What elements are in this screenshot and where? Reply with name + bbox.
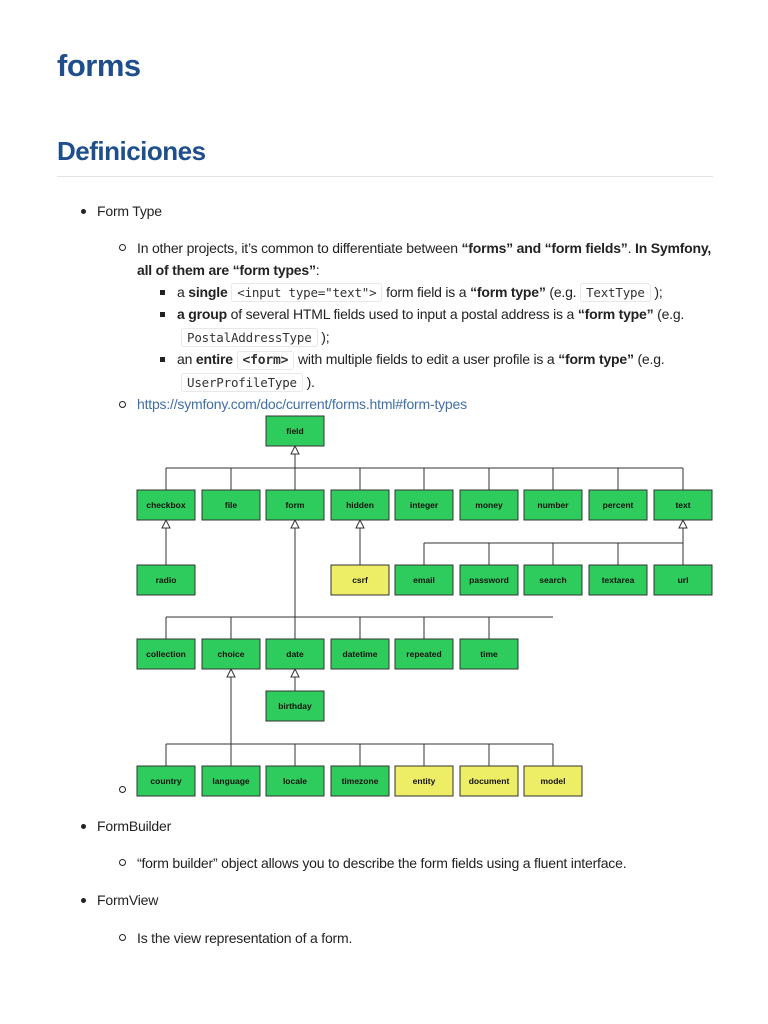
text: (e.g.	[633, 351, 665, 367]
type-node-country	[137, 766, 195, 796]
type-node-file	[202, 490, 260, 520]
type-node-label: timezone	[341, 776, 379, 786]
bullet-disc	[81, 824, 86, 829]
type-node-label: password	[469, 575, 509, 585]
text: an	[177, 351, 196, 367]
form-types-link[interactable]: https://symfony.com/doc/current/forms.html#form-types	[137, 396, 467, 412]
type-node-label: repeated	[406, 649, 442, 659]
type-node-url	[654, 565, 712, 595]
intro-text: .	[627, 240, 635, 256]
type-node-timezone	[331, 766, 389, 796]
type-node-checkbox	[137, 490, 195, 520]
type-node-label: checkbox	[146, 500, 186, 510]
intro-text: In other projects, it’s common to differentiate between	[137, 240, 462, 256]
type-node-date	[266, 639, 324, 669]
intro-bold-forms: “forms” and “form fields”	[461, 240, 628, 256]
type-node-language	[202, 766, 260, 796]
type-node-label: integer	[409, 500, 439, 510]
type-node-label: choice	[217, 649, 245, 659]
type-node-collection	[137, 639, 195, 669]
type-node-label: file	[224, 500, 238, 510]
type-node-radio	[137, 565, 195, 595]
bold-text: entire	[195, 351, 233, 367]
type-node-label: number	[537, 500, 569, 510]
code-form-tag: <form>	[237, 351, 295, 370]
type-node-choice	[202, 639, 260, 669]
type-node-password	[460, 565, 518, 595]
text: form field is a	[382, 284, 471, 300]
code-postaladdresstype: PostalAddressType	[181, 328, 318, 347]
list-item-form-builder: FormBuilder	[97, 818, 172, 834]
bold-text: a group	[177, 306, 227, 322]
list-item-form-view: FormView	[97, 892, 159, 908]
type-node-time	[460, 639, 518, 669]
text: with multiple fields to edit a user profile is a	[294, 351, 559, 367]
type-node-field	[266, 416, 324, 446]
type-node-label: document	[468, 776, 510, 786]
type-node-form	[266, 490, 324, 520]
type-node-label: radio	[155, 575, 177, 585]
type-node-percent	[589, 490, 647, 520]
inheritance-arrow	[679, 520, 687, 528]
type-node-label: entity	[412, 776, 436, 786]
bold-text: “form type”	[470, 284, 546, 300]
text: );	[317, 329, 330, 345]
bullet-circle	[119, 934, 126, 941]
type-node-label: url	[677, 575, 689, 585]
type-node-label: hidden	[346, 500, 374, 510]
text: (e.g.	[545, 284, 581, 300]
intro-bold-symfony: In Symfony,	[635, 240, 712, 256]
inheritance-arrow	[162, 520, 170, 528]
type-node-label: country	[150, 776, 182, 786]
bullet-circle	[119, 859, 126, 866]
type-node-label: csrf	[352, 575, 368, 585]
page-title: forms	[57, 48, 141, 83]
type-node-csrf	[331, 565, 389, 595]
bullet-disc	[81, 898, 86, 903]
code-input-text: <input type="text">	[231, 283, 382, 302]
inheritance-arrow	[227, 669, 235, 677]
type-node-label: collection	[146, 649, 186, 659]
type-node-entity	[395, 766, 453, 796]
section-title: Definiciones	[57, 136, 206, 166]
type-node-textarea	[589, 565, 647, 595]
form-builder-description: “form builder” object allows you to describe the form fields using a fluent interface.	[137, 855, 627, 871]
intro-text: :	[315, 262, 320, 278]
type-node-label: textarea	[601, 575, 635, 585]
type-node-document	[460, 766, 518, 796]
bold-text: “form type”	[577, 306, 654, 322]
type-node-label: email	[413, 575, 435, 585]
type-node-label: percent	[602, 500, 634, 510]
bold-text: single	[188, 284, 228, 300]
type-node-integer	[395, 490, 453, 520]
type-node-label: money	[475, 500, 503, 510]
type-node-label: model	[540, 776, 566, 786]
code-texttype: TextType	[580, 283, 651, 302]
type-node-repeated	[395, 639, 453, 669]
code-userprofiletype: UserProfileType	[181, 373, 303, 392]
type-node-label: field	[286, 426, 304, 436]
inheritance-arrow	[291, 520, 299, 528]
text: (e.g.	[653, 306, 685, 322]
type-node-label: birthday	[278, 701, 312, 711]
text: );	[650, 284, 663, 300]
type-node-email	[395, 565, 453, 595]
type-node-label: datetime	[342, 649, 378, 659]
type-node-hidden	[331, 490, 389, 520]
type-node-label: form	[285, 500, 305, 510]
type-node-text	[654, 490, 712, 520]
type-node-locale	[266, 766, 324, 796]
type-node-search	[524, 565, 582, 595]
inheritance-arrow	[356, 520, 364, 528]
form-type-hierarchy-diagram	[57, 0, 713, 800]
text: a	[177, 284, 189, 300]
type-node-label: language	[212, 776, 250, 786]
type-node-model	[524, 766, 582, 796]
form-view-description: Is the view representation of a form.	[137, 930, 353, 946]
type-node-label: search	[539, 575, 567, 585]
inheritance-arrow	[291, 669, 299, 677]
type-node-label: time	[480, 649, 498, 659]
type-node-label: locale	[282, 776, 308, 786]
text: ).	[302, 374, 315, 390]
type-node-birthday	[266, 691, 324, 721]
type-node-label: date	[286, 649, 304, 659]
type-node-label: text	[675, 500, 691, 510]
type-node-number	[524, 490, 582, 520]
inheritance-arrow	[291, 446, 299, 454]
type-node-datetime	[331, 639, 389, 669]
text: of several HTML fields used to input a postal address is a	[226, 306, 578, 322]
type-node-money	[460, 490, 518, 520]
list-item-form-type: Form Type	[97, 203, 162, 219]
intro-bold-all: all of them are “form types”	[137, 262, 316, 278]
bold-text: “form type”	[558, 351, 634, 367]
